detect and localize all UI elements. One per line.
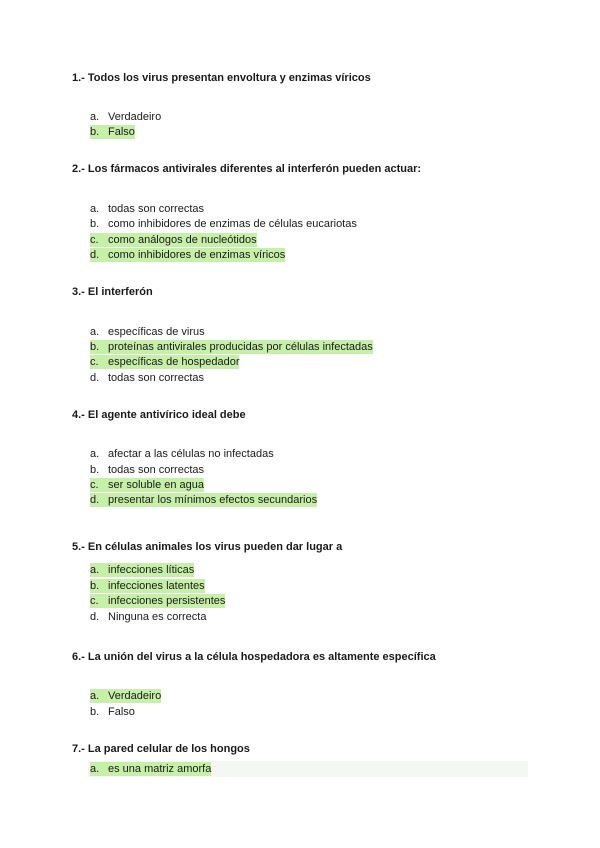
question-7-title: 7.- La pared celular de los hongos: [72, 743, 250, 755]
option-text: Falso: [108, 706, 135, 718]
option-text: todas son correctas: [108, 464, 204, 476]
question-1-option-b: [90, 125, 135, 139]
question-4-option-b: [90, 463, 204, 477]
option-text: Falso: [108, 126, 135, 138]
option-letter: b.: [90, 706, 100, 718]
option-letter: b.: [90, 580, 100, 592]
question-3-option-d: [90, 371, 204, 385]
option-letter: c.: [90, 356, 99, 368]
question-2-option-c: [90, 233, 257, 247]
option-letter: d.: [90, 494, 100, 506]
question-5-title: 5.- En células animales los virus pueden dar lugar a: [72, 541, 343, 553]
question-7-option-a: [90, 762, 211, 776]
question-1-option-a: [90, 110, 161, 124]
option-letter: c.: [90, 234, 99, 246]
option-text: es una matriz amorfa: [108, 763, 212, 775]
option-letter: a.: [90, 690, 100, 702]
option-text: infecciones persistentes: [108, 595, 226, 607]
option-letter: c.: [90, 479, 99, 491]
option-text: como análogos de nucleótidos: [108, 234, 257, 246]
option-letter: a.: [90, 763, 100, 775]
option-text: Verdadeiro: [108, 690, 162, 702]
option-letter: a.: [90, 326, 100, 338]
question-1-title: 1.- Todos los virus presentan envoltura y enzimas víricos: [72, 72, 371, 84]
option-letter: a.: [90, 448, 100, 460]
question-4-option-a: [90, 447, 274, 461]
question-6-option-a: [90, 689, 161, 703]
option-text: presentar los mínimos efectos secundarios: [108, 494, 318, 506]
question-5-option-b: [90, 579, 205, 593]
question-6-option-b: [90, 705, 135, 719]
option-letter: a.: [90, 203, 100, 215]
option-letter: b.: [90, 341, 100, 353]
question-4-option-c: [90, 478, 204, 492]
option-letter: d.: [90, 249, 100, 261]
question-4-title: 4.- El agente antivírico ideal debe: [72, 409, 246, 421]
option-text: Ninguna es correcta: [108, 611, 207, 623]
question-2-option-d: [90, 248, 285, 262]
question-2-option-b: [90, 217, 357, 231]
option-letter: a.: [90, 564, 100, 576]
option-text: ser soluble en agua: [108, 479, 205, 491]
question-2-title: 2.- Los fármacos antivirales diferentes al interferón pueden actuar:: [72, 163, 422, 175]
option-text: como inhibidores de enzimas víricos: [108, 249, 286, 261]
question-2-option-a: [90, 202, 204, 216]
option-text: específicas de virus: [108, 326, 205, 338]
option-letter: c.: [90, 595, 99, 607]
option-text: afectar a las células no infectadas: [108, 448, 274, 460]
option-letter: b.: [90, 218, 100, 230]
option-letter: b.: [90, 126, 100, 138]
option-text: infecciones líticas: [108, 564, 195, 576]
question-3-title: 3.- El interferón: [72, 286, 153, 298]
question-5-option-a: [90, 563, 194, 577]
option-text: como inhibidores de enzimas de células eucariotas: [108, 218, 357, 230]
option-letter: b.: [90, 464, 100, 476]
question-3-option-b: [90, 340, 373, 354]
question-5-option-d: [90, 610, 206, 624]
option-text: proteínas antivirales producidas por células infectadas: [108, 341, 373, 353]
option-text: Verdadeiro: [108, 111, 162, 123]
question-3-option-a: [90, 325, 205, 339]
option-text: específicas de hospedador: [108, 356, 240, 368]
question-5-option-c: [90, 594, 225, 608]
option-text: todas son correctas: [108, 203, 204, 215]
option-letter: d.: [90, 372, 100, 384]
question-3-option-c: [90, 355, 239, 369]
question-6-title: 6.- La unión del virus a la célula hospedadora es altamente específica: [72, 651, 436, 663]
option-text: infecciones latentes: [108, 580, 205, 592]
option-letter: d.: [90, 611, 100, 623]
option-text: todas son correctas: [108, 372, 204, 384]
question-4-option-d: [90, 493, 317, 507]
option-letter: a.: [90, 111, 100, 123]
